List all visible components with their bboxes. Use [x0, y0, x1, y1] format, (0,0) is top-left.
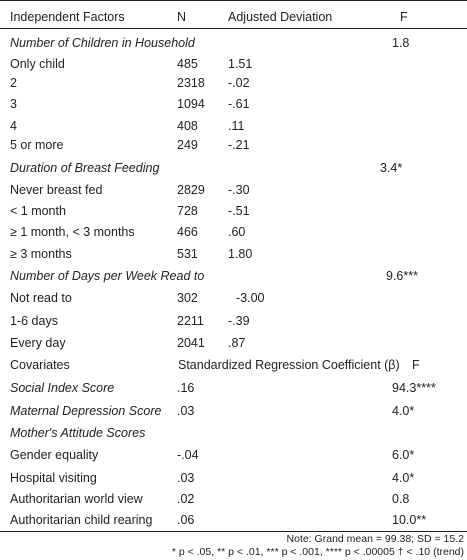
row-label: < 1 month — [10, 204, 66, 218]
row-label: Mother's Attitude Scores — [10, 426, 146, 440]
row-label: ≥ 1 month, < 3 months — [10, 225, 135, 239]
row-label: Social Index Score — [10, 381, 115, 395]
row-value: -.61 — [228, 97, 250, 111]
row-value: -.39 — [228, 314, 250, 328]
row-label: 1-6 days — [10, 314, 58, 328]
header-rule — [0, 28, 467, 29]
row-label: Never breast fed — [10, 183, 103, 197]
row-label: Authoritarian child rearing — [10, 513, 153, 527]
row-n: .02 — [177, 492, 195, 506]
header-f: F — [400, 10, 408, 24]
row-f: 6.0* — [392, 448, 415, 462]
row-label: Authoritarian world view — [10, 492, 143, 506]
row-n: 2829 — [177, 183, 205, 197]
bottom-rule — [0, 531, 467, 532]
row-value: 1.51 — [228, 57, 253, 71]
row-label: Duration of Breast Feeding — [10, 161, 160, 175]
row-n: 1094 — [177, 97, 205, 111]
significance-legend: * p < .05, ** p < .01, *** p < .001, **** p < .00005 † < .10 (trend) — [171, 546, 464, 558]
row-value: -.51 — [228, 204, 250, 218]
row-label: 3 — [10, 97, 17, 111]
header-factor: Independent Factors — [10, 10, 125, 24]
row-n: .06 — [177, 513, 195, 527]
row-label: Gender equality — [10, 448, 99, 462]
row-f: F — [412, 358, 420, 372]
row-value: 1.80 — [228, 247, 253, 261]
row-f: 3.4* — [380, 161, 403, 175]
row-n: .16 — [177, 381, 195, 395]
row-n: 466 — [177, 225, 198, 239]
row-f: 0.8 — [392, 492, 410, 506]
header-n: N — [177, 10, 187, 24]
row-f: 4.0* — [392, 471, 415, 485]
row-n: 2041 — [177, 336, 205, 350]
row-n: 408 — [177, 119, 198, 133]
row-label: ≥ 3 months — [10, 247, 72, 261]
row-value: Standardized Regression Coefficient (β) — [178, 358, 400, 372]
row-f: 9.6*** — [386, 269, 418, 283]
row-f: 4.0* — [392, 404, 415, 418]
row-label: Covariates — [10, 358, 70, 372]
row-label: 2 — [10, 76, 17, 90]
row-n: .03 — [177, 471, 195, 485]
row-value: -.30 — [228, 183, 250, 197]
row-n: -.04 — [177, 448, 199, 462]
row-label: 5 or more — [10, 138, 64, 152]
row-n: 2318 — [177, 76, 205, 90]
row-value: .11 — [228, 119, 245, 133]
header-deviation: Adjusted Deviation — [228, 10, 333, 24]
row-value: .87 — [228, 336, 246, 350]
row-label: Number of Children in Household — [10, 36, 195, 50]
row-value: -3.00 — [236, 291, 265, 305]
row-n: 2211 — [177, 314, 204, 328]
row-n: 485 — [177, 57, 198, 71]
row-f: 1.8 — [392, 36, 410, 50]
row-value: .60 — [228, 225, 246, 239]
row-label: Only child — [10, 57, 65, 71]
row-n: 249 — [177, 138, 198, 152]
row-f: 94.3**** — [392, 381, 436, 395]
row-label: Every day — [10, 336, 66, 350]
top-rule — [0, 0, 467, 1]
row-label: Maternal Depression Score — [10, 404, 162, 418]
row-n: 531 — [177, 247, 198, 261]
row-n: .03 — [177, 404, 195, 418]
row-n: 728 — [177, 204, 198, 218]
row-n: 302 — [177, 291, 198, 305]
row-label: Not read to — [10, 291, 72, 305]
row-f: 10.0** — [392, 513, 427, 527]
row-value: -.21 — [228, 138, 250, 152]
table-note: Note: Grand mean = 99.38; SD = 15.2 — [286, 533, 464, 545]
row-value: -.02 — [228, 76, 250, 90]
row-label: 4 — [10, 119, 17, 133]
row-label: Number of Days per Week Read to — [10, 269, 205, 283]
row-label: Hospital visiting — [10, 471, 97, 485]
